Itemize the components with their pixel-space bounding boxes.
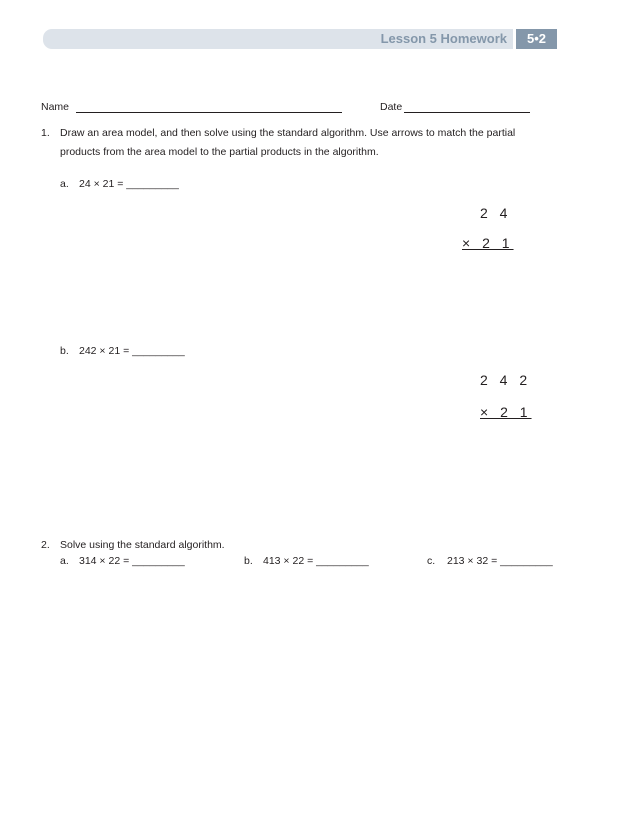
problem-2c-label: c. — [427, 555, 436, 567]
lesson-title: Lesson 5 Homework — [380, 31, 507, 46]
problem-1a-label: a. — [60, 178, 69, 190]
problem-2a-expression: 314 × 22 = _________ — [79, 555, 185, 567]
problem-2a-label: a. — [60, 555, 69, 567]
problem-1b-label: b. — [60, 345, 69, 357]
problem-1b-expression: 242 × 21 = _________ — [79, 345, 185, 357]
problem-1-number: 1. — [41, 127, 50, 139]
problem-2-instructions: Solve using the standard algorithm. — [60, 539, 225, 551]
problem-1a-expression: 24 × 21 = _________ — [79, 178, 179, 190]
lesson-header-bar — [43, 29, 513, 49]
problem-1-instructions-line1: Draw an area model, and then solve using the standard algorithm. Use arrows to match the partial — [60, 127, 516, 139]
name-field[interactable] — [76, 102, 342, 113]
date-label: Date — [380, 101, 403, 113]
lesson-badge: 5•2 — [516, 29, 557, 49]
problem-1a-bottom-factor: × 2 1 — [462, 235, 514, 251]
problem-2-number: 2. — [41, 539, 50, 551]
problem-1b-top-factor: 2 4 2 — [480, 372, 532, 388]
name-label: Name — [41, 101, 70, 113]
problem-2b-expression: 413 × 22 = _________ — [263, 555, 369, 567]
problem-2c-expression: 213 × 32 = _________ — [447, 555, 553, 567]
date-field[interactable] — [404, 102, 530, 113]
problem-1b-bottom-factor: × 2 1 — [480, 404, 532, 420]
problem-1-instructions-line2: products from the area model to the partial products in the algorithm. — [60, 146, 379, 158]
problem-1a-top-factor: 2 4 — [480, 205, 512, 221]
problem-2b-label: b. — [244, 555, 253, 567]
